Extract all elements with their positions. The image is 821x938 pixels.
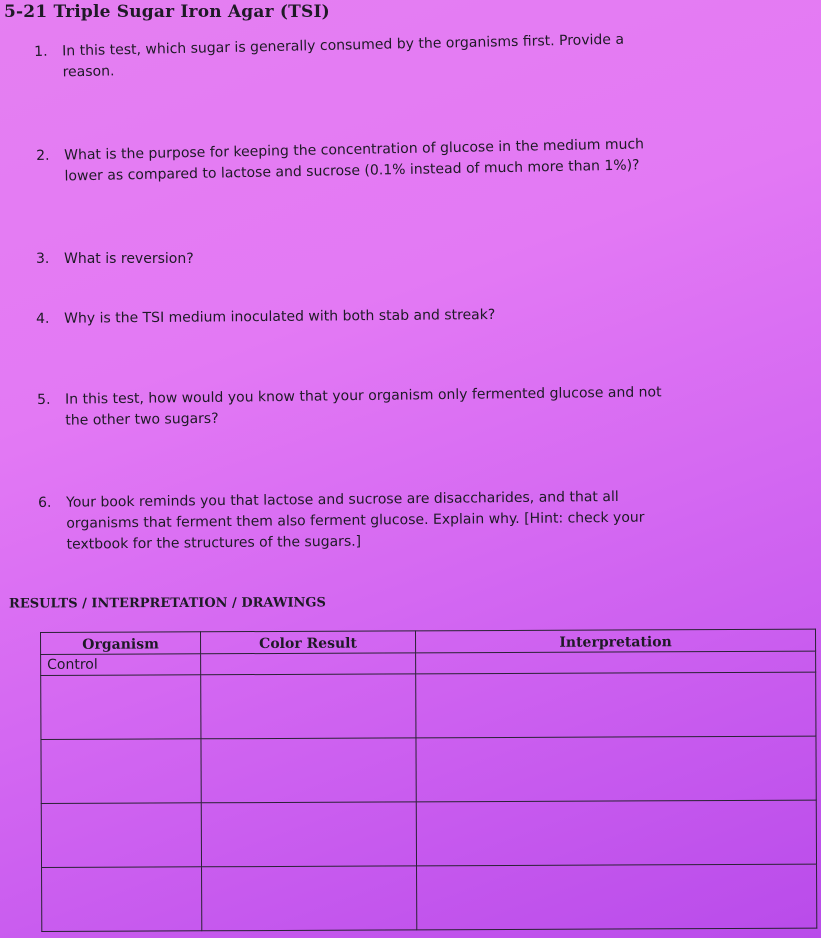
question-number: 5. [37, 391, 51, 408]
question-line: In this test, which sugar is generally consumed by the organisms first. Provide a [62, 31, 625, 60]
question-2 [36, 134, 676, 185]
results-table [40, 629, 817, 932]
cell-organism[interactable] [42, 867, 202, 932]
question-line: textbook for the structures of the sugars.] [66, 533, 362, 553]
question-text [62, 30, 625, 84]
cell-color-result-control[interactable] [201, 653, 416, 675]
cell-organism[interactable] [41, 739, 201, 804]
question-number: 2. [36, 147, 50, 164]
cell-organism[interactable] [41, 803, 201, 868]
cell-color-result[interactable] [202, 866, 417, 931]
question-text [65, 382, 662, 431]
cell-interpretation[interactable] [416, 672, 816, 738]
cell-interpretation[interactable] [416, 736, 816, 802]
question-line: Why is the TSI medium inoculated with both stab and streak? [64, 306, 496, 327]
table-row [42, 864, 817, 931]
question-number: 4. [36, 310, 50, 327]
results-heading: RESULTS / INTERPRETATION / DRAWINGS [8, 595, 326, 612]
question-line: What is the purpose for keeping the concentration of glucose in the medium much [64, 136, 645, 164]
question-number: 6. [38, 494, 52, 511]
worksheet-title: 5-21 Triple Sugar Iron Agar (TSI) [4, 2, 330, 22]
cell-color-result[interactable] [201, 738, 416, 803]
question-line: Your book reminds you that lactose and sucrose are disaccharides, and that all [66, 488, 619, 511]
question-text [66, 487, 645, 556]
cell-interpretation[interactable] [417, 864, 817, 930]
question-line: reason. [62, 63, 115, 81]
question-line: What is reversion? [64, 251, 194, 267]
cell-organism[interactable] [41, 675, 201, 740]
question-4 [36, 304, 636, 327]
question-1 [34, 29, 674, 81]
question-number: 1. [34, 43, 48, 60]
cell-color-result[interactable] [201, 674, 416, 739]
question-line: In this test, how would you know that your organism only fermented glucose and not [65, 384, 662, 408]
cell-interpretation-control[interactable] [416, 651, 816, 674]
question-line: lower as compared to lactose and sucrose (0.1% instead of much more than 1%)? [64, 157, 640, 185]
question-6 [38, 486, 718, 553]
question-number: 3. [36, 251, 50, 267]
question-5 [37, 382, 717, 429]
cell-color-result[interactable] [201, 802, 416, 867]
cell-organism-control: Control [41, 654, 201, 676]
question-text [64, 134, 645, 187]
table-row [41, 672, 816, 739]
cell-interpretation[interactable] [416, 800, 816, 866]
question-line: organisms that ferment them also ferment glucose. Explain why. [Hint: check your [66, 509, 645, 532]
table-row [41, 736, 816, 803]
table-row [41, 800, 816, 867]
question-text [64, 249, 194, 270]
column-header-interpretation: Interpretation [415, 629, 815, 653]
column-header-color-result: Color Result [201, 631, 416, 654]
results-table-wrapper [40, 629, 816, 932]
column-header-organism: Organism [41, 632, 201, 655]
question-line: the other two sugars? [65, 410, 219, 429]
question-text [64, 305, 495, 330]
